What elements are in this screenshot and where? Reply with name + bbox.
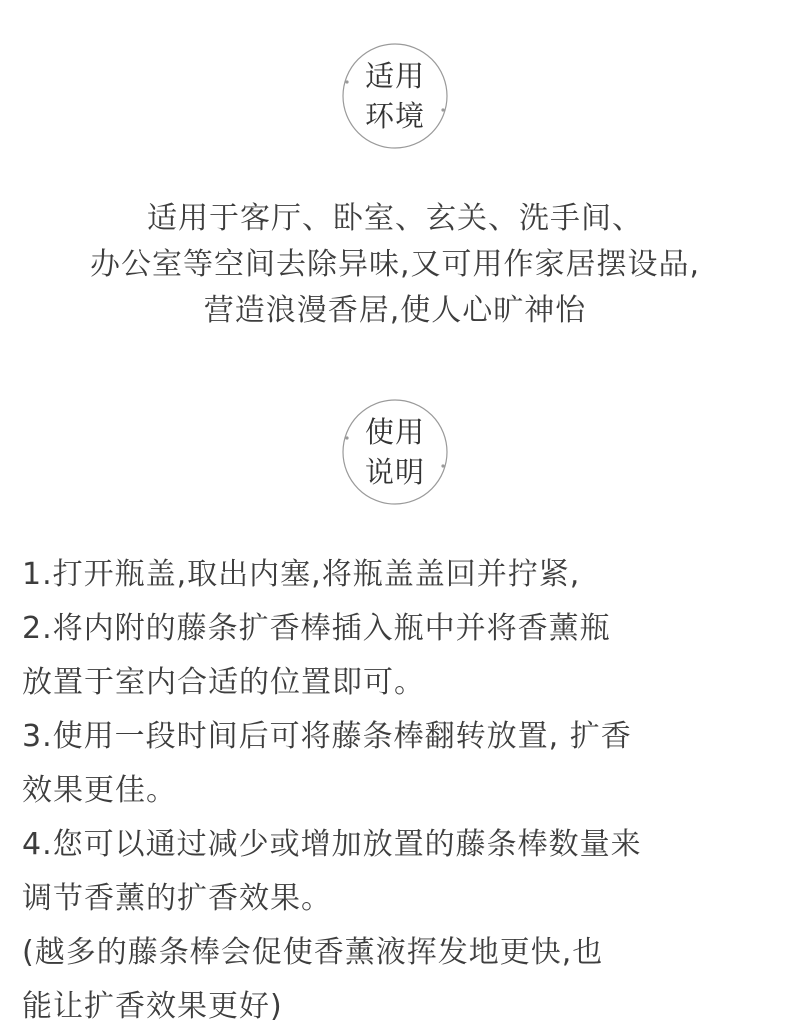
environment-description [0,196,790,334]
environment-heading [339,40,451,152]
environment-heading-badge [339,40,451,152]
environment-line: 办公室等空间去除异味,又可用作家居摆设品, [89,247,701,282]
usage-heading-line1: 使用 [364,415,425,449]
usage-heading [339,396,451,508]
usage-instructions [22,548,782,1034]
environment-line: 营造浪漫香居,使人心旷神怡 [203,293,587,328]
usage-line: 4.您可以通过减少或增加放置的藤条棒数量来 [22,827,642,862]
usage-line: 2.将内附的藤条扩香棒插入瓶中并将香薰瓶 [22,611,611,646]
usage-line: (越多的藤条棒会促使香薰液挥发地更快,也 [22,935,604,970]
usage-heading-line2: 说明 [364,455,425,489]
usage-line: 1.打开瓶盖,取出内塞,将瓶盖盖回并拧紧, [22,557,581,592]
usage-line: 效果更佳。 [22,773,177,808]
usage-line: 3.使用一段时间后可将藤条棒翻转放置, 扩香 [22,719,632,754]
environment-heading-line1: 适用 [364,59,425,93]
usage-line: 放置于室内合适的位置即可。 [22,665,425,700]
environment-heading-line2: 环境 [364,99,425,133]
environment-line: 适用于客厅、卧室、玄关、洗手间、 [147,201,643,236]
usage-line: 调节香薰的扩香效果。 [22,881,332,916]
usage-heading-badge [339,396,451,508]
usage-line: 能让扩香效果更好) [22,989,283,1024]
